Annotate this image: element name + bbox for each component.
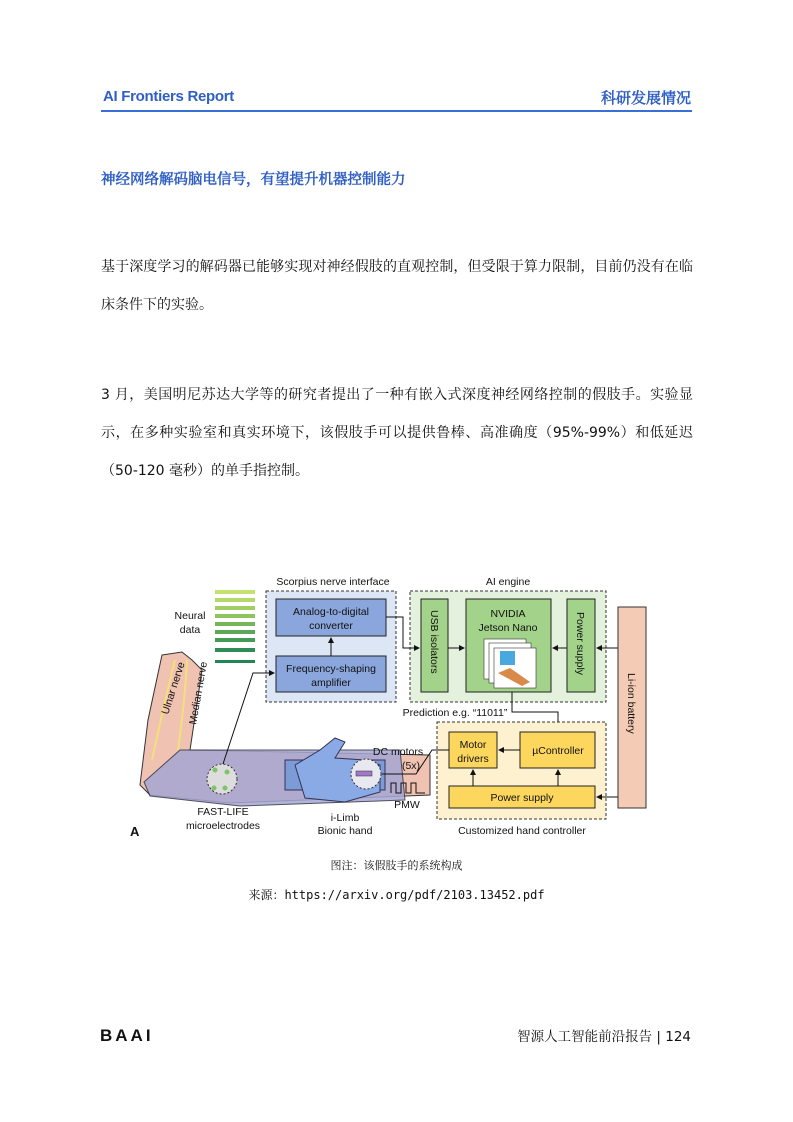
header-section: 科研发展情况	[600, 89, 691, 107]
hand-label: i-Limb	[330, 812, 360, 824]
paragraph-2: 3 月，美国明尼苏达大学等的研究者提出了一种有嵌入式深度神经网络控制的假肢手。实验显示，在多种实验室和真实环境下，该假肢手可以提供鲁棒、高准确度（95%-99%）和低延迟（50-120 毫秒）的单手指控制。	[101, 387, 693, 479]
svg-text:µController: µController	[532, 745, 584, 757]
prediction-label: Prediction e.g. “11011”	[402, 707, 508, 719]
svg-text:Frequency-shaping: Frequency-shaping	[286, 663, 376, 675]
ulnar-nerve-label: Ulnar nerve	[159, 660, 188, 716]
figure-caption: 图注：该假肢手的系统构成	[330, 859, 463, 872]
svg-text:Li-ion battery: Li-ion battery	[625, 673, 637, 734]
figure-source: 来源：https://arxiv.org/pdf/2103.13452.pdf	[248, 888, 545, 902]
header-divider	[101, 110, 692, 112]
svg-text:NVIDIA: NVIDIA	[490, 608, 526, 620]
ai-engine-title: AI engine	[485, 576, 531, 588]
electrodes-label: FAST-LIFE	[197, 806, 249, 818]
median-nerve-label: Median nerve	[187, 660, 211, 726]
baai-logo: BAAI	[100, 1026, 154, 1045]
neural-data-traces	[215, 590, 255, 663]
header-report-name: AI Frontiers Report	[103, 88, 234, 105]
footer-page-info: 智源人工智能前沿报告 | 124	[517, 1029, 691, 1045]
panel-label: A	[130, 824, 140, 839]
svg-text:data: data	[179, 624, 201, 636]
scorpius-title: Scorpius nerve interface	[276, 576, 390, 588]
svg-text:Power supply: Power supply	[490, 792, 554, 804]
svg-text:Jetson Nano: Jetson Nano	[478, 622, 538, 634]
svg-text:(5x): (5x)	[401, 760, 421, 772]
svg-text:Bionic hand: Bionic hand	[317, 825, 373, 837]
svg-text:amplifier: amplifier	[311, 677, 351, 689]
paragraph-1: 基于深度学习的解码器已能够实现对神经假肢的直观控制，但受限于算力限制，目前仍没有在临床条件下的实验。	[101, 259, 693, 313]
svg-text:USB isolators: USB isolators	[428, 610, 440, 674]
neural-data-label: Neural	[174, 610, 206, 622]
svg-text:Analog-to-digital: Analog-to-digital	[293, 606, 369, 618]
svg-text:converter: converter	[309, 620, 353, 632]
pmw-label: PMW	[394, 799, 420, 811]
svg-text:Power supply: Power supply	[574, 612, 586, 676]
svg-text:drivers: drivers	[457, 753, 489, 765]
svg-text:microelectrodes: microelectrodes	[185, 820, 261, 832]
svg-text:Motor: Motor	[459, 739, 487, 751]
electrodes-circle	[207, 764, 237, 794]
hand-controller-title: Customized hand controller	[458, 825, 586, 837]
section-title: 神经网络解码脑电信号，有望提升机器控制能力	[101, 172, 406, 188]
system-diagram	[130, 560, 670, 850]
motors-label: DC motors	[372, 746, 424, 758]
